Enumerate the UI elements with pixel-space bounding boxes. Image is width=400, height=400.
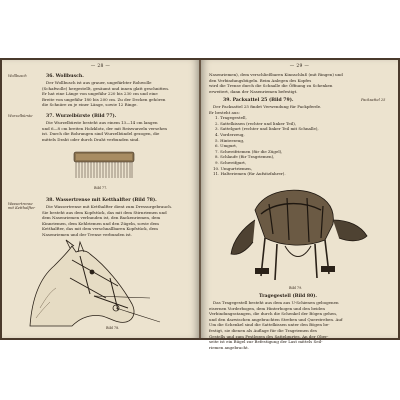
text-line: festigt, sie dienen als Auflage für die Tragriemen des (209, 328, 317, 333)
text-line: Um die Schenkel sind die Sattelkissen unter den Bögen be- (209, 322, 330, 328)
text-line: und 6—8 cm breiten Holzklotz, der mit Reiswurzeln versehen (42, 125, 168, 131)
list-item: 8. Schlaufe (für Tragriemen), (215, 154, 275, 160)
section-heading-wollbusch: 36. Wollbusch. (46, 74, 84, 79)
list-item: 2. Sattelkissen (rechter und linker Teil), (215, 120, 297, 126)
section-heading-wurzelbuerste: 37. Wurzelbürste (Bild 77). (46, 114, 117, 119)
caption-bild-77: Bild 77. (94, 186, 108, 190)
margin-note-wassertrense: Wassertrense mit Ketthalfter (8, 202, 35, 211)
list-item: 1. Tragegestell, (215, 115, 247, 121)
section-heading-tragegestell: Tragegestell (Bild 80). (259, 294, 317, 299)
list-item: 11. Halteriemen (für Aufsitzfahrer). (213, 171, 286, 177)
caption-bild-78: Bild 78. (106, 326, 120, 330)
text-line: Die Wurzelbürste besteht aus einem 13—14 cm langen (46, 120, 158, 125)
margin-note-wollbusch: Wollbusch (8, 74, 27, 78)
text-line: Nasenriemen), dem verschließbaren Kinnschluß (mit Ringen) und (209, 72, 343, 77)
text-line: Ketthalfter, das mit dem verschnallbaren Kopfstück, dem (42, 226, 158, 232)
pack-saddle-illustration (225, 180, 375, 284)
text-line: Kinnriemen, dem Kehlriemen und den Zügeln, sowie dem (42, 220, 159, 226)
text-line: Sie besteht aus dem Kopfstück, das mit dem Stirnriemen und (42, 209, 167, 215)
text-line: Verbindungsstangen, die durch die Schenkel der Bögen gehen, (209, 311, 338, 317)
text-line: riemen angebracht. (209, 344, 250, 350)
text-line: Das Tragegestell besteht aus dem aus U-Schienen gebogenen (213, 300, 339, 305)
list-item: 5. Hinterzeug, (215, 137, 245, 143)
margin-note-wurzelbuerste: Wurzelbürste (8, 114, 33, 118)
text-line: (Schafwolle) hergestellt, gesäumt und innen glatt geschnitten. (42, 85, 170, 91)
text-line: mittels Draht oder durch Draht verbunden sind. (42, 136, 140, 142)
list-item: 10. Umgurtriemen, (213, 165, 253, 171)
margin-note-packsattel: Packsattel 25 (361, 98, 386, 102)
page-number-right: — 29 — (289, 64, 310, 69)
list-item: 7. Schweifriemen (für die Zügel), (215, 148, 283, 154)
list-item: 3. Sattelgurt (rechter und linker Teil mit Schnalle), (215, 126, 319, 132)
text-line: Er hat eine Länge von ungefähr 220 bis 230 cm und eine (42, 91, 158, 97)
text-line: Der Packsattel 25 findet Verwendung für Packpferde. (213, 104, 322, 109)
section-heading-packsattel: 39. Packsattel 25 (Bild 79). (223, 98, 294, 103)
text-line: eisernen Vorderbogen, dem Hinterbogen und den beiden (209, 305, 325, 311)
text-line: wird die Trense durch die Schnalle die Öffnung zu Schenken (209, 83, 333, 89)
text-line: den Verbindungsbügeln. Beim Anlegen des Kopfes (209, 77, 312, 83)
left-page (2, 60, 199, 338)
text-line: Die Wassertrense mit Ketthalfter dient zum Dressurgebrauch. (46, 204, 173, 209)
right-page (201, 60, 398, 350)
horse-head-illustration (10, 238, 170, 330)
text-line: erweitert, dann der Nasenriemen befestigt. (209, 88, 298, 94)
list-item: 9. Schweifgurt, (215, 160, 247, 165)
text-line: Der Wollbusch ist aus grauer, ungefärbter Rohwolle (46, 80, 152, 85)
section-heading-wassertrense: 38. Wassertrense mit Ketthalfter (Bild 78). (46, 198, 157, 203)
text-line: seite ist ein Bügel zur Befestigung der Last mittels Seil- (209, 339, 323, 345)
text-line: und den dazwischen angebrachten Streben und Querstreben. Auf (209, 316, 343, 322)
list-item: 6. Umgurt, (215, 143, 238, 149)
text-line: Breite von ungefähr 180 bis 200 cm. Zu der Decken gehören (42, 96, 166, 102)
text-line: Nasenriemen und der Trense verbunden ist. (42, 232, 132, 237)
text-line: Er besteht aus: (209, 109, 240, 115)
text-line: ist. Durch die Bohrungen sind Wurzelbündel gezogen, die (42, 131, 160, 137)
page-number-left: — 28 — (90, 64, 111, 69)
caption-bild-79: Bild 79. (289, 286, 303, 290)
brush-illustration (70, 148, 138, 184)
text-line: Gestells und zum Festlegen des Sattelgurtes. An der Ober- (209, 333, 329, 339)
list-item: 4. Vorderzeug, (215, 132, 245, 137)
text-line: dem Nasenriemen verbunden ist, den Backenriemen, dem (42, 215, 161, 221)
text-line: die Schnüre zu je einer Länge, sowie 12 Ringe. (42, 102, 138, 108)
